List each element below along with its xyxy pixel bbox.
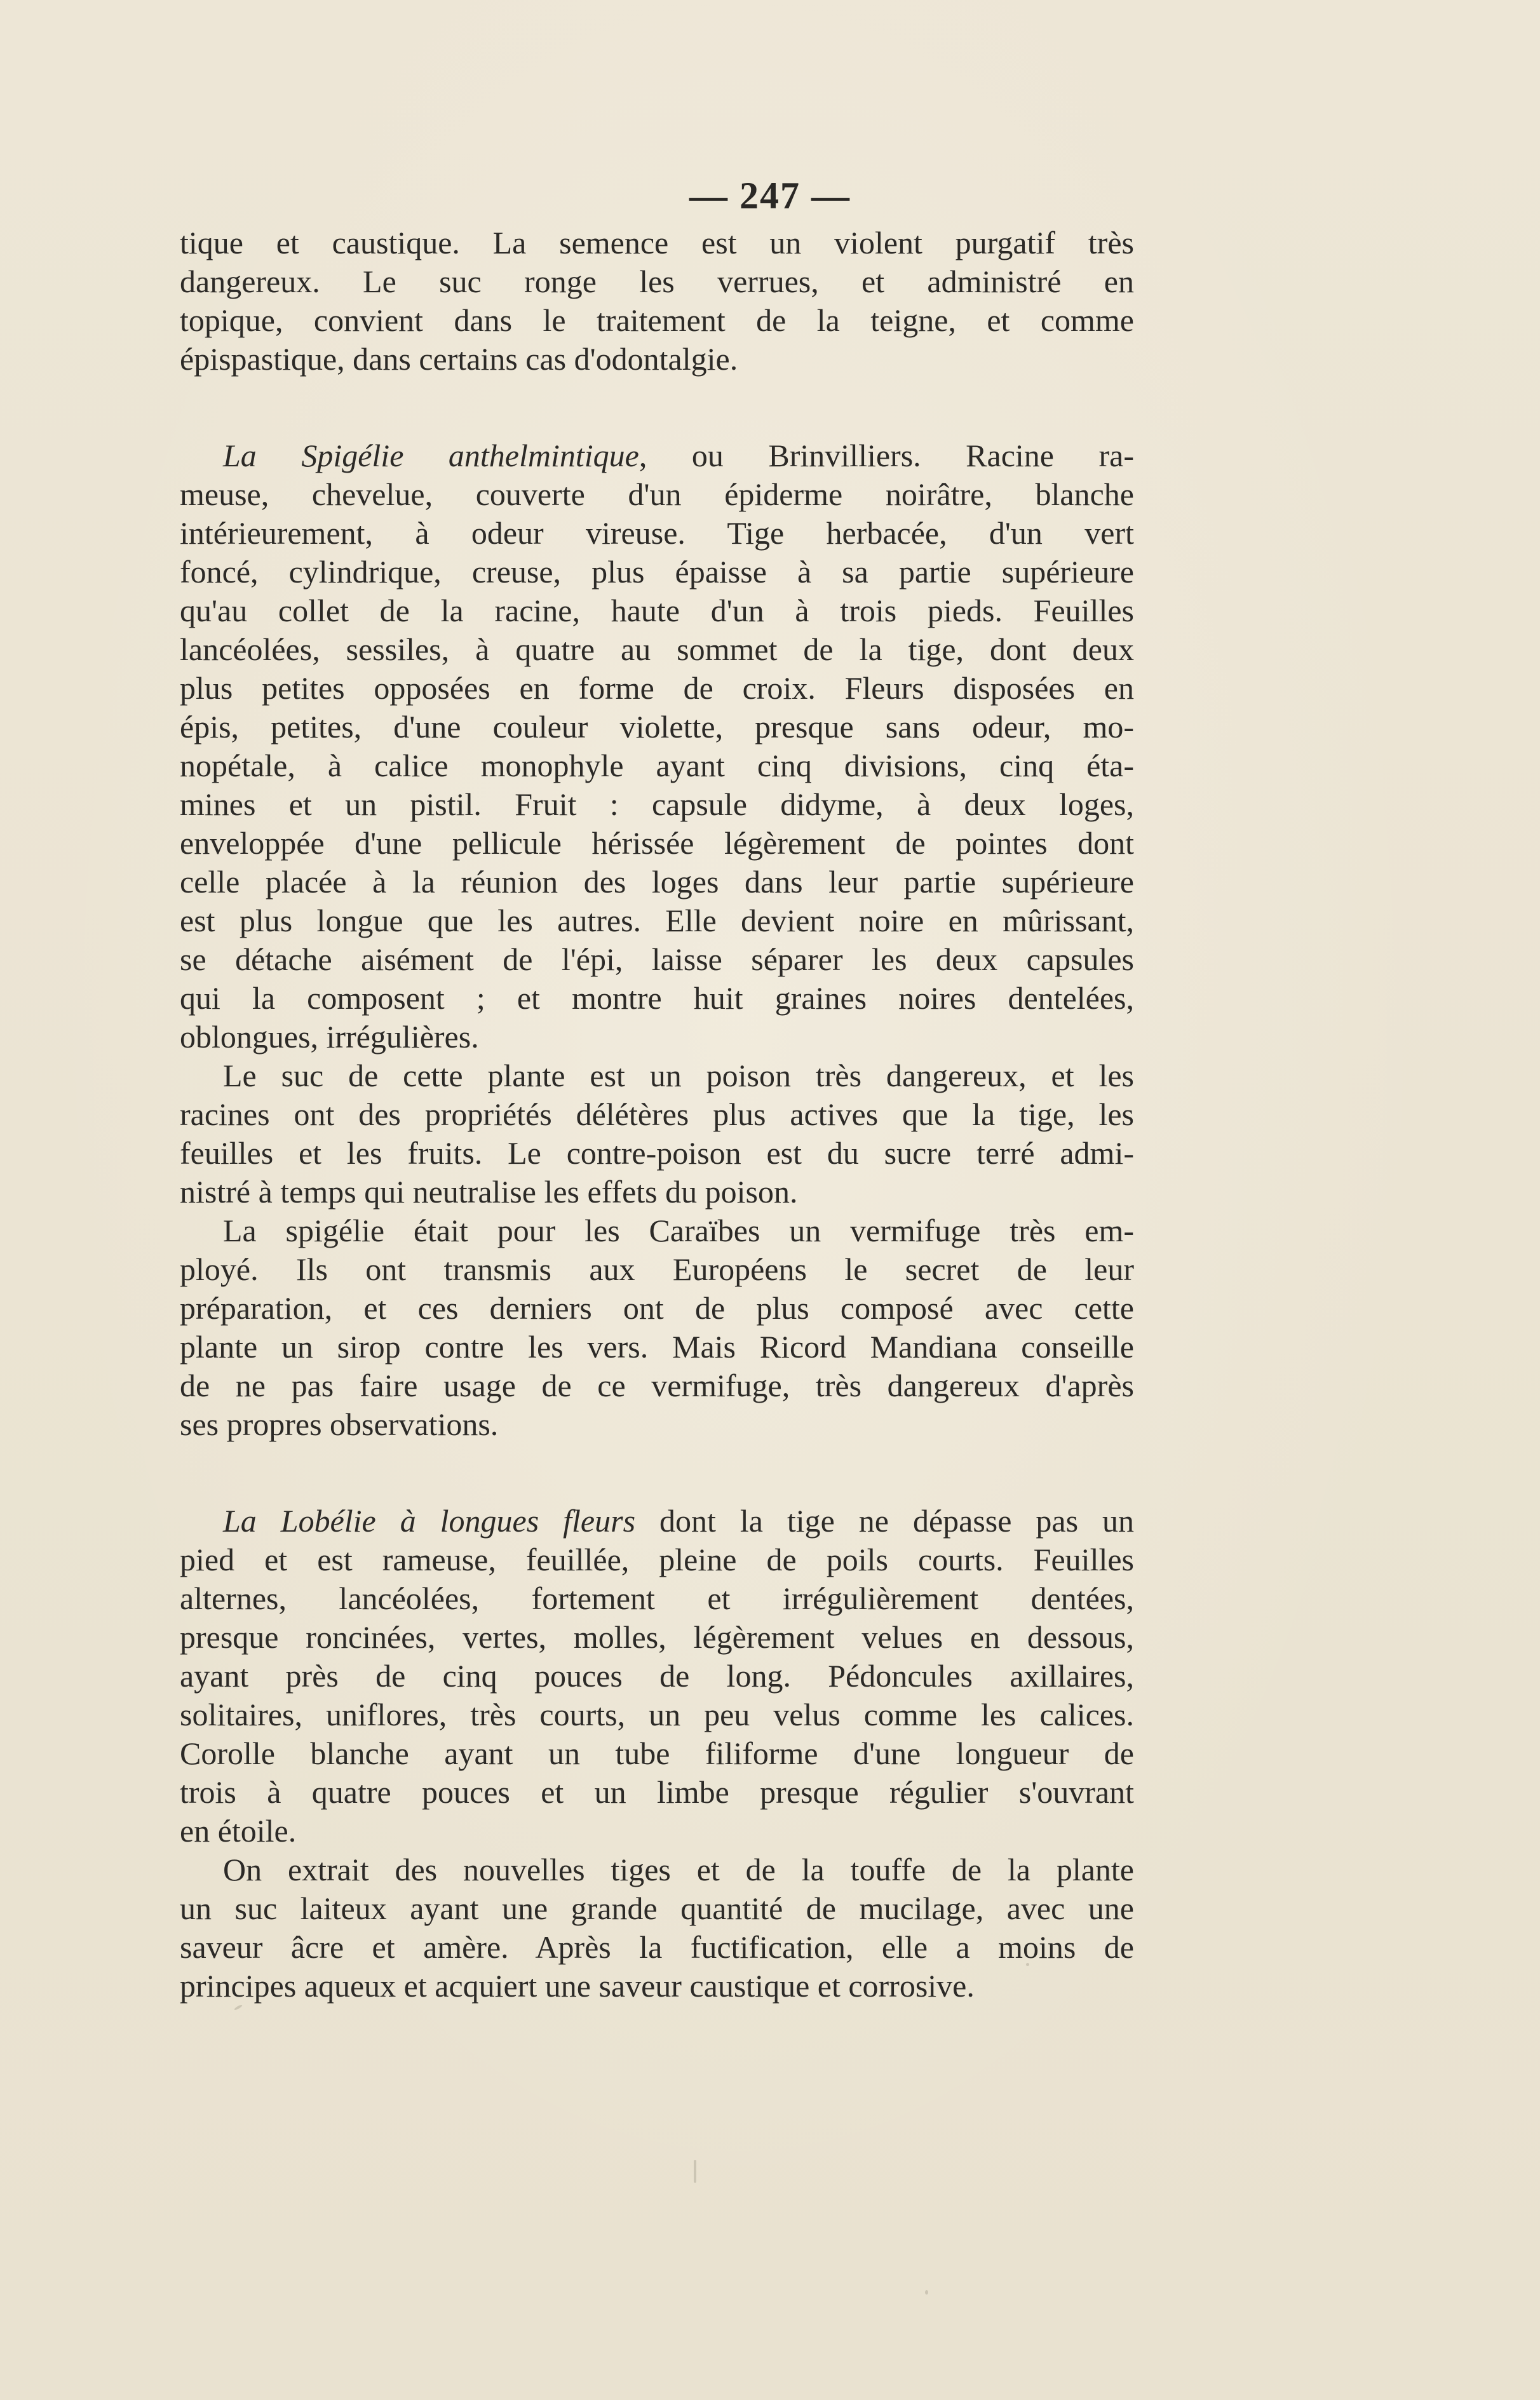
text-line: lancéolées, sessiles, à quatre au sommet de la tige, dont deux	[180, 631, 1134, 667]
text-line: nistré à temps qui neutralise les effets du poison.	[180, 1174, 798, 1210]
text-line: trois à quatre pouces et un limbe presque régulier s'ouvrant	[180, 1774, 1134, 1810]
text-line: feuilles et les fruits. Le contre-poison est du sucre terré admi-	[180, 1135, 1134, 1171]
text-line: préparation, et ces derniers ont de plus composé avec cette	[180, 1290, 1134, 1326]
text-line: plus petites opposées en forme de croix. Fleurs disposées en	[180, 670, 1134, 706]
text-line: meuse, chevelue, couverte d'un épiderme noirâtre, blanche	[180, 476, 1134, 512]
page-text	[180, 224, 1134, 2006]
text-line: se détache aisément de l'épi, laisse séparer les deux capsules	[180, 941, 1134, 977]
page-number: — 247 —	[689, 175, 851, 217]
text-line: épispastique, dans certains cas d'odontalgie.	[180, 341, 738, 377]
paragraph-extraction	[180, 1851, 1134, 2006]
text-line-rest: dont la tige ne dépasse pas un	[635, 1503, 1134, 1539]
text-line-rest: , ou Brinvilliers. Racine ra-	[638, 438, 1134, 473]
text-line: On extrait des nouvelles tiges et de la touffe de la plante	[223, 1852, 1134, 1887]
paper-speck	[925, 2290, 928, 2295]
text-line: un suc laiteux ayant une grande quantité de mucilage, avec une	[180, 1891, 1134, 1926]
text-line: celle placée à la réunion des loges dans leur partie supérieure	[180, 864, 1134, 900]
text-line: enveloppée d'une pellicule hérissée légèrement de pointes dont	[180, 825, 1134, 861]
text-line: de ne pas faire usage de ce vermifuge, très dangereux d'après	[180, 1368, 1134, 1403]
text-line: presque roncinées, vertes, molles, légèrement velues en dessous,	[180, 1619, 1134, 1655]
text-line: La spigélie était pour les Caraïbes un vermifuge très em-	[223, 1213, 1134, 1248]
text-line	[180, 436, 1134, 475]
section-gap	[180, 1444, 1134, 1502]
text-line: tique et caustique. La semence est un violent purgatif très	[180, 225, 1134, 260]
paragraph-continuation	[180, 224, 1134, 379]
text-line: dangereux. Le suc ronge les verrues, et administré en	[180, 264, 1134, 299]
section-gap	[180, 379, 1134, 436]
paragraph-poison	[180, 1056, 1134, 1211]
text-line: Le suc de cette plante est un poison très dangereux, et les	[223, 1058, 1134, 1093]
text-line: saveur âcre et amère. Après la fuctification, elle a moins de	[180, 1929, 1134, 1965]
text-line: ayant près de cinq pouces de long. Pédoncules axillaires,	[180, 1658, 1134, 1694]
text-line: Corolle blanche ayant un tube filiforme d'une longueur de	[180, 1736, 1134, 1771]
text-line: racines ont des propriétés délétères plus actives que la tige, les	[180, 1096, 1134, 1132]
text-line: plante un sirop contre les vers. Mais Ricord Mandiana conseille	[180, 1329, 1134, 1365]
paragraph-vermifuge	[180, 1211, 1134, 1444]
text-line: mines et un pistil. Fruit : capsule didyme, à deux loges,	[180, 786, 1134, 822]
text-line: oblongues, irrégulières.	[180, 1019, 479, 1055]
text-line: ployé. Ils ont transmis aux Européens le secret de leur	[180, 1251, 1134, 1287]
text-line: alternes, lancéolées, fortement et irrégulièrement dentées,	[180, 1581, 1134, 1616]
text-line: intérieurement, à odeur vireuse. Tige herbacée, d'un vert	[180, 515, 1134, 551]
paper-speck	[694, 2160, 696, 2183]
text-line: foncé, cylindrique, creuse, plus épaisse à sa partie supérieure	[180, 554, 1134, 590]
text-line: topique, convient dans le traitement de la teigne, et comme	[180, 302, 1134, 338]
text-line: nopétale, à calice monophyle ayant cinq divisions, cinq éta-	[180, 748, 1134, 783]
text-line: solitaires, uniflores, très courts, un peu velus comme les calices.	[180, 1697, 1134, 1732]
text-line: qui la composent ; et montre huit graines noires dentelées,	[180, 980, 1134, 1016]
text-line: qu'au collet de la racine, haute d'un à trois pieds. Feuilles	[180, 593, 1134, 628]
paragraph-spigelie	[180, 436, 1134, 1056]
text-line: en étoile.	[180, 1813, 297, 1849]
text-line: épis, petites, d'une couleur violette, presque sans odeur, mo-	[180, 709, 1134, 745]
plant-name-title: La Spigélie anthelmintique	[223, 438, 639, 473]
paragraph-lobelie	[180, 1502, 1134, 1851]
text-line: est plus longue que les autres. Elle devient noire en mûrissant,	[180, 903, 1134, 938]
text-line: principes aqueux et acquiert une saveur caustique et corrosive.	[180, 1968, 975, 2004]
paper-speck	[1026, 1963, 1029, 1966]
text-line	[180, 1502, 1134, 1540]
text-line: pied et est rameuse, feuillée, pleine de poils courts. Feuilles	[180, 1542, 1134, 1577]
plant-name-title: La Lobélie à longues fleurs	[223, 1503, 636, 1539]
text-line: ses propres observations.	[180, 1406, 499, 1442]
